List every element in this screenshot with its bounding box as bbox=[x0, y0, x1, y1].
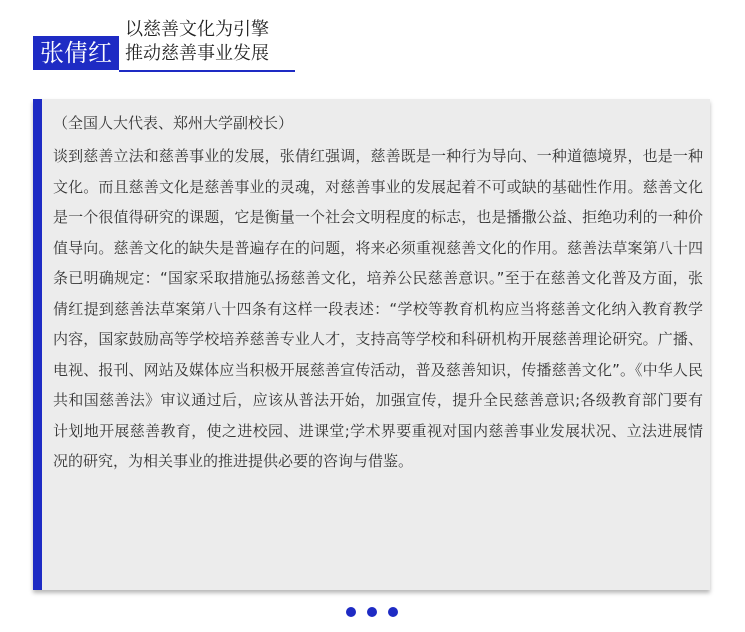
card-content bbox=[53, 111, 703, 477]
name-badge: 张倩红 bbox=[33, 36, 119, 70]
headline-line-1: 以慈善文化为引擎 bbox=[125, 19, 269, 40]
card-body-text: 谈到慈善立法和慈善事业的发展，张倩红强调，慈善既是一种行为导向、一种道德境界，也是一种文化。而且慈善文化是慈善事业的灵魂，对慈善事业的发展起着不可或缺的基础性作用。慈善文化是一个很值得研究的课题，它是衡量一个社会文明程度的标志，也是播撒公益、拒绝功利的一种价值导向。慈善文化的缺失是普遍存在的问题，将来必须重视慈善文化的作用。慈善法草案第八十四条已明确规定：“国家采取措施弘扬慈善文化，培养公民慈善意识。”至于在慈善文化普及方面，张倩红提到慈善法草案第八十四条有这样一段表述：“学校等教育机构应当将慈善文化纳入教育教学内容，国家鼓励高等学校培养慈善专业人才，支持高等学校和科研机构开展慈善理论研究。广播、电视、报刊、网站及媒体应当积极开展慈善宣传活动，普及慈善知识，传播慈善文化”。《中华人民共和国慈善法》审议通过后，应该从普法开始，加强宣传，提升全民慈善意识;各级教育部门要有计划地开展慈善教育，使之进校园、进课堂;学术界要重视对国内慈善事业发展状况、立法进展情况的研究，为相关事业的推进提供必要的咨询与借鉴。 bbox=[53, 147, 703, 470]
headline-line-2: 推动慈善事业发展 bbox=[125, 43, 269, 64]
article-header bbox=[33, 18, 295, 74]
speaker-role: （全国人大代表、郑州大学副校长） bbox=[53, 114, 294, 132]
card-accent-bar bbox=[33, 99, 42, 590]
dot-icon bbox=[367, 607, 377, 617]
dots-divider bbox=[346, 607, 398, 619]
headline bbox=[125, 18, 295, 66]
dot-icon bbox=[346, 607, 356, 617]
quote-card bbox=[33, 99, 710, 590]
header-underline bbox=[119, 70, 295, 72]
dot-icon bbox=[388, 607, 398, 617]
